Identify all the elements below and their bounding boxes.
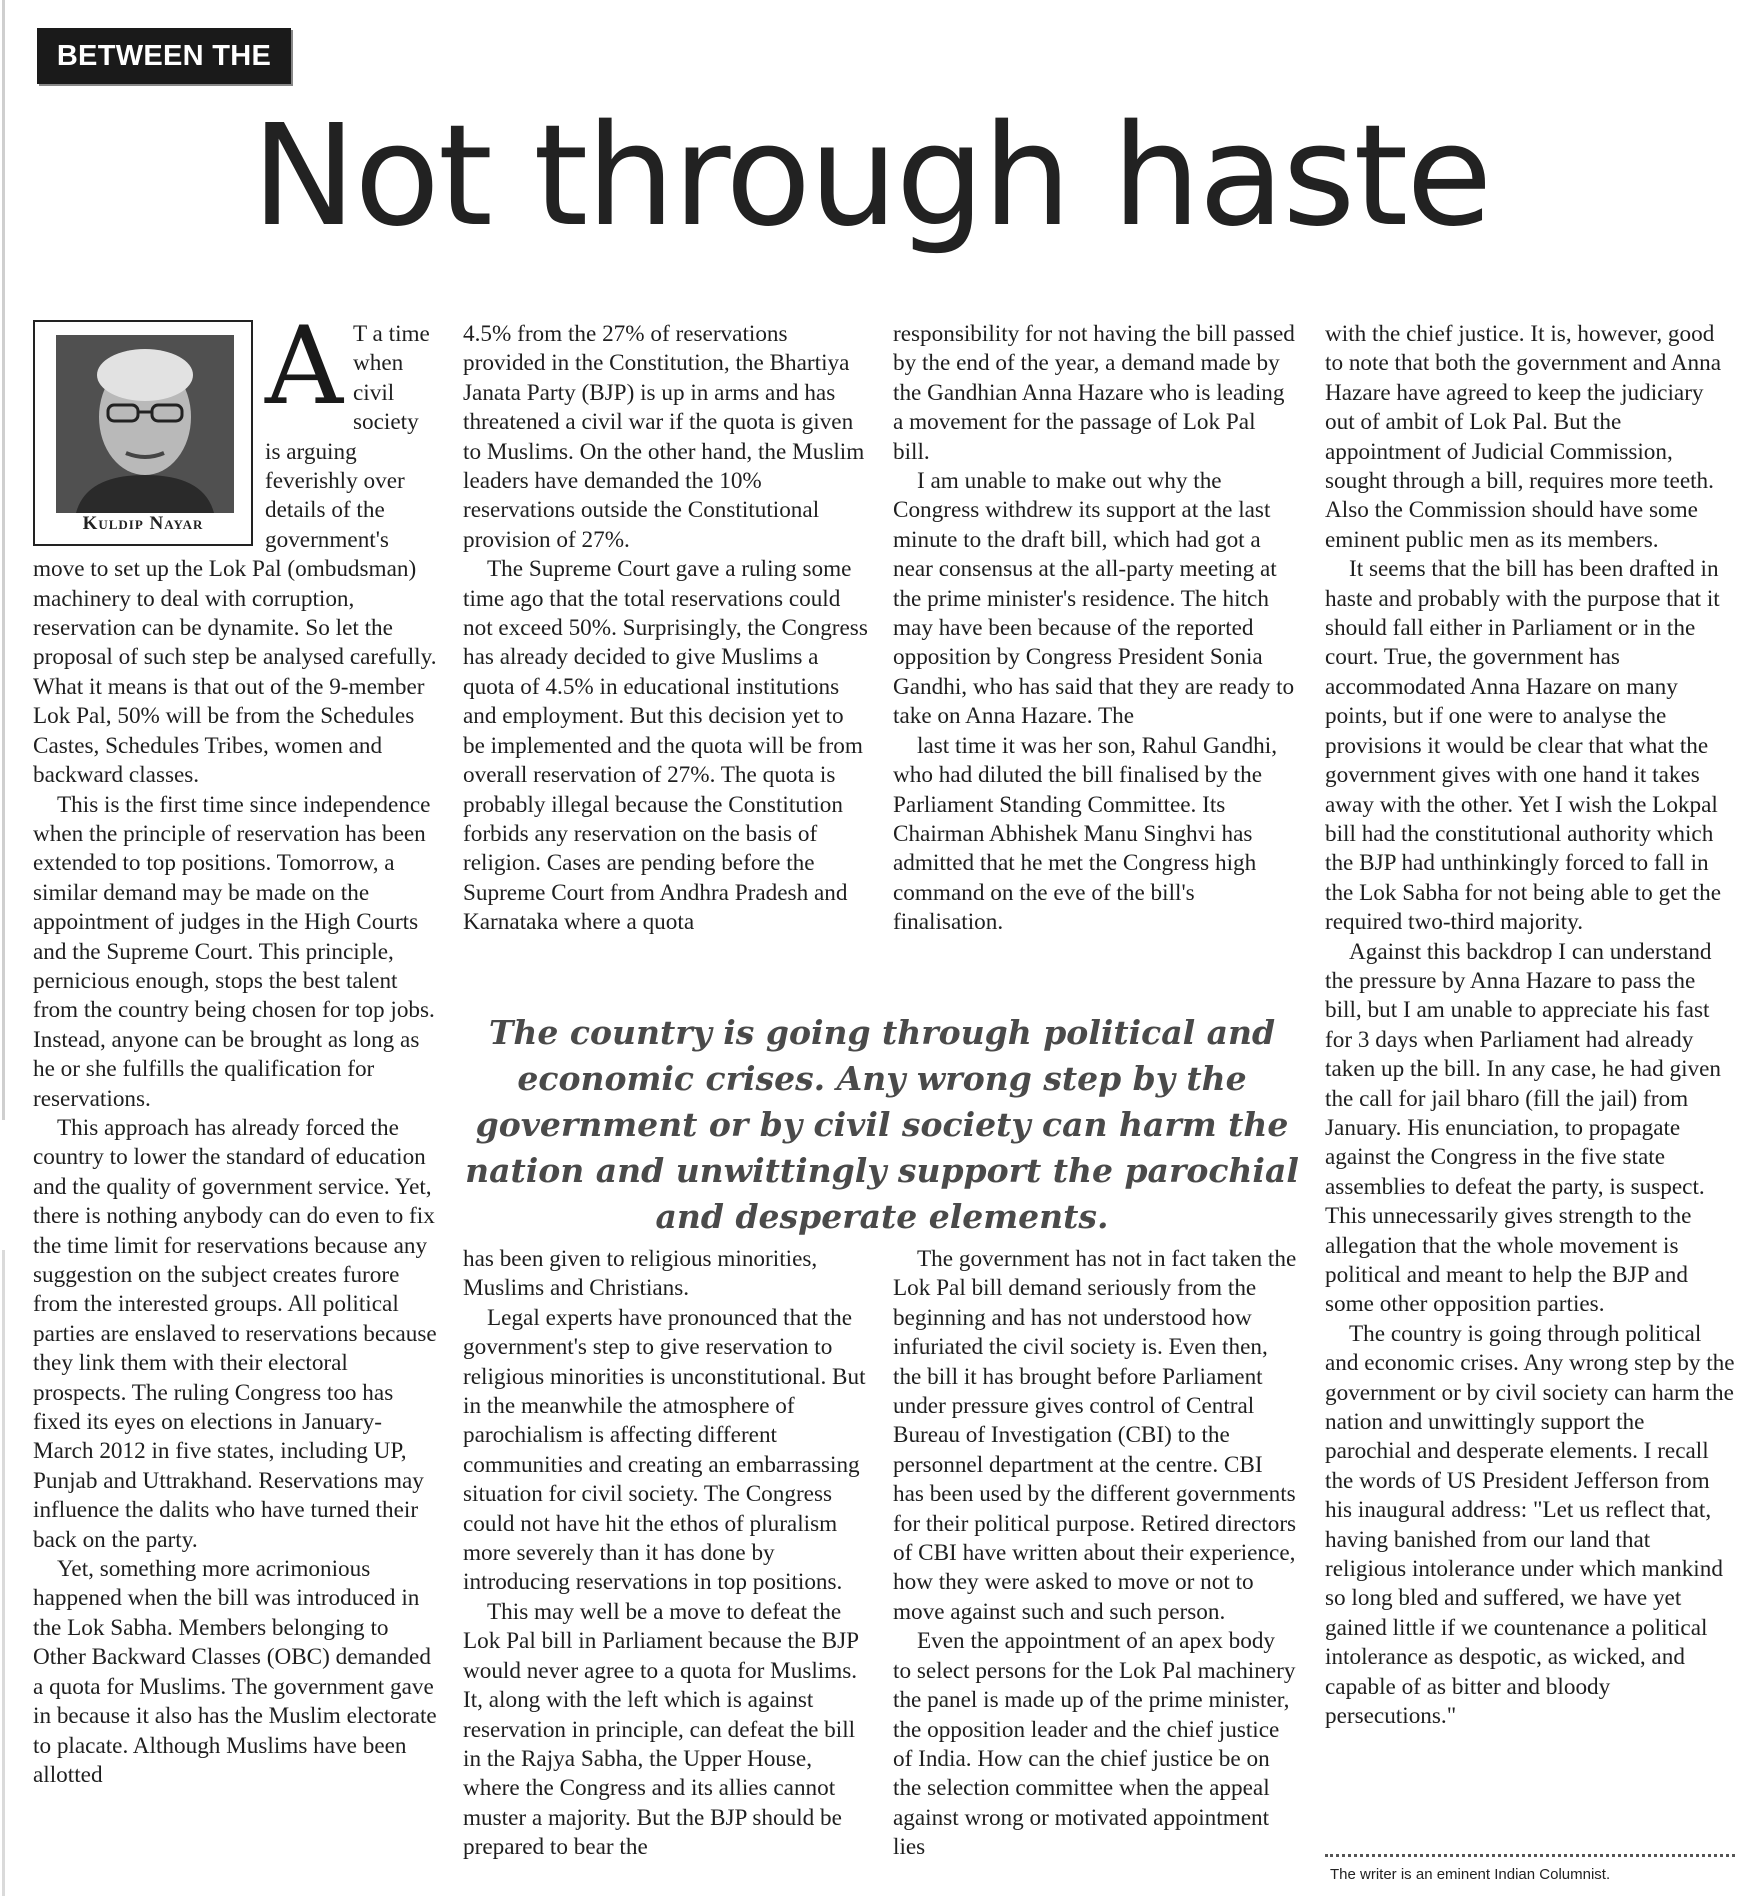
pull-quote: The country is going through political and economic crises. Any wrong step by the government or by civil society can harm the nation and unwittingly support the parochial and desperate elements. xyxy=(465,1013,1299,1236)
article-column-1 xyxy=(33,320,438,1896)
section-label: BETWEEN THE LINES xyxy=(37,28,291,84)
article-column-2-top xyxy=(463,320,868,960)
headline: Not through haste xyxy=(251,95,1491,258)
writer-footnote: The writer is an eminent Indian Columnist. xyxy=(1330,1866,1611,1883)
paragraph: The government has not in fact taken the Lok Pal bill demand seriously from the beginning and has not understood how infuriated the civil society is. Even then, the bill it has brought before Parliament under pressure gives control of Central Bureau of Investigation (CBI) to the personnel department at the centre. CBI has been used by the different governments for their political purpose. Retired directors of CBI have written about their experience, how they were asked to move or not to move against such and such person. xyxy=(893,1246,1297,1625)
paragraph: The Supreme Court gave a ruling some time ago that the total reservations could not exceed 50%. Surprisingly, the Congress has already decided to give Muslims a quota of 4.5% in educational institutions and employment. But this decision yet to be implemented and the quota will be from overall reservation of 27%. The quota is probably illegal because the Constitution forbids any reservation on the basis of religion. Cases are pending before the Supreme Court from Andhra Pradesh and Karnataka where a quota xyxy=(463,556,868,936)
page-edge-rule-lower xyxy=(2,1250,5,1896)
paragraph: This may well be a move to defeat the Lok Pal bill in Parliament because the BJP would never agree to a quota for Muslims. It, along with the left which is against reservation in principle, can defeat the bill in the Rajya Sabha, the Upper House, where the Congress and its allies cannot muster a majority. But the BJP should be prepared to bear the xyxy=(463,1598,859,1861)
article-column-4 xyxy=(1325,320,1735,1842)
paragraph: Legal experts have pronounced that the government's step to give reservation to religious minorities is unconstitutional. But in the meanwhile the atmosphere of parochialism is affecting different communities and creating an embarrassing situation for civil society. The Congress could not have hit the ethos of pluralism more severely than it has done by introducing reservations in top positions. xyxy=(463,1304,866,1596)
paragraph: with the chief justice. It is, however, good to note that both the government and Anna Hazare have agreed to keep the judiciary out of ambit of Lok Pal. But the appointment of Judicial Commission, sought through a bill, requires more teeth. Also the Commission should have some eminent public men as its members. xyxy=(1325,321,1722,553)
paragraph: Yet, something more acrimonious happened when the bill was introduced in the Lok Sabha. Members belonging to Other Backward Classes (OBC) demanded a quota for Muslims. The government gave in because it also has the Muslim electorate to placate. Although Muslims have been allotted xyxy=(33,1556,437,1788)
article-column-3-top xyxy=(893,320,1298,960)
author-photo xyxy=(56,335,234,513)
article-column-2-bottom xyxy=(463,1245,868,1896)
paragraph: Against this backdrop I can understand the pressure by Anna Hazare to pass the bill, but I am unable to appreciate his fast for 3 days when Parliament had already taken up the bill. In any case, he had given the call for jail bharo (fill the jail) from January. His enunciation, to propagate against the Congress in the five state assemblies to defeat the party, is suspect. This unnecessarily gives strength to the allegation that the whole movement is political and meant to help the BJP and some other opposition parties. xyxy=(1325,938,1721,1318)
paragraph: has been given to religious minorities, Muslims and Christians. xyxy=(463,1246,818,1302)
paragraph: responsibility for not having the bill passed by the end of the year, a demand made by the Gandhian Anna Hazare who is leading a movement for the passage of Lok Pal bill. xyxy=(893,321,1295,465)
footnote-divider xyxy=(1325,1854,1735,1857)
paragraph: This approach has already forced the country to lower the standard of education and the quality of government service. Yet, there is nothing anybody can do even to fix the time limit for reservations because any suggestion on the subject creates furore from the interested groups. All political parties are enslaved to reservations because they link them with their electoral prospects. The ruling Congress too has fixed its eyes on elections in January-March 2012 in five states, including UP, Punjab and Uttrakhand. Reservations may influence the dalits who have turned their back on the party. xyxy=(33,1114,437,1553)
paragraph: Even the appointment of an apex body to select persons for the Lok Pal machinery the panel is made up of the prime minister, the opposition leader and the chief justice of India. How can the chief justice be on the selection committee when the appeal against wrong or motivated appointment lies xyxy=(893,1628,1296,1861)
paragraph: This is the first time since independence when the principle of reservation has been extended to top positions. Tomorrow, a similar demand may be made on the appointment of judges in the High Courts and the Supreme Court. This principle, pernicious enough, stops the best talent from the country being chosen for top jobs. Instead, anyone can be brought as long as he or she fulfills the qualification for reservations. xyxy=(33,791,435,1112)
paragraph: last time it was her son, Rahul Gandhi, who had diluted the bill finalised by the Parliament Standing Committee. Its Chairman Abhishek Manu Singhvi has admitted that he met the Congress high command on the eve of the bill's finalisation. xyxy=(893,732,1277,936)
paragraph: I am unable to make out why the Congress withdrew its support at the last minute to the draft bill, which had got a near consensus at the all-party meeting at the prime minister's residence. The hitch may have been because of the reported opposition by Congress President Sonia Gandhi, who has said that they are ready to take on Anna Hazare. The xyxy=(893,468,1295,730)
paragraph: It seems that the bill has been drafted in haste and probably with the purpose that it should fall either in Parliament or in the court. True, the government has accommodated Anna Hazare on many points, but if one were to analyse the provisions it would be clear that what the government gives with one hand it takes away with the other. Yet I wish the Lokpal bill had the constitutional authority which the BJP had unthinkingly forced to fall in the Lok Sabha for not being able to get the required two-third majority. xyxy=(1325,556,1722,936)
article-column-3-bottom xyxy=(893,1245,1298,1896)
author-name: Kuldip Nayar xyxy=(82,512,204,534)
author-box xyxy=(33,320,253,546)
paragraph: 4.5% from the 27% of reservations provided in the Constitution, the Bhartiya Janata Party (BJP) is up in arms and has threatened a civil war if the quota is given to Muslims. On the other hand, the Muslim leaders have demanded the 10% reservations outside the Constitutional provision of 27%. xyxy=(463,321,865,553)
paragraph: T a time when civil society is arguing feverishly over details of the government's move to set up the Lok Pal (ombudsman) machinery to deal with corruption, reservation can be dynamite. So let the proposal of such step be analysed carefully. What it means is that out of the 9-member Lok Pal, 50% will be from the Schedules Castes, Schedules Tribes, women and backward classes. xyxy=(33,321,437,789)
paragraph: The country is going through political and economic crises. Any wrong step by the government or by civil society can harm the nation and unwittingly support the parochial and desperate elements. I recall the words of US President Jefferson from his inaugural address: "Let us reflect that, having banished from our land that religious intolerance under which mankind so long bled and suffered, we have yet gained little if we countenance a political intolerance as despotic, as wicked, and capable of as bitter and bloody persecutions." xyxy=(1325,1320,1735,1730)
drop-cap: A xyxy=(265,320,343,429)
